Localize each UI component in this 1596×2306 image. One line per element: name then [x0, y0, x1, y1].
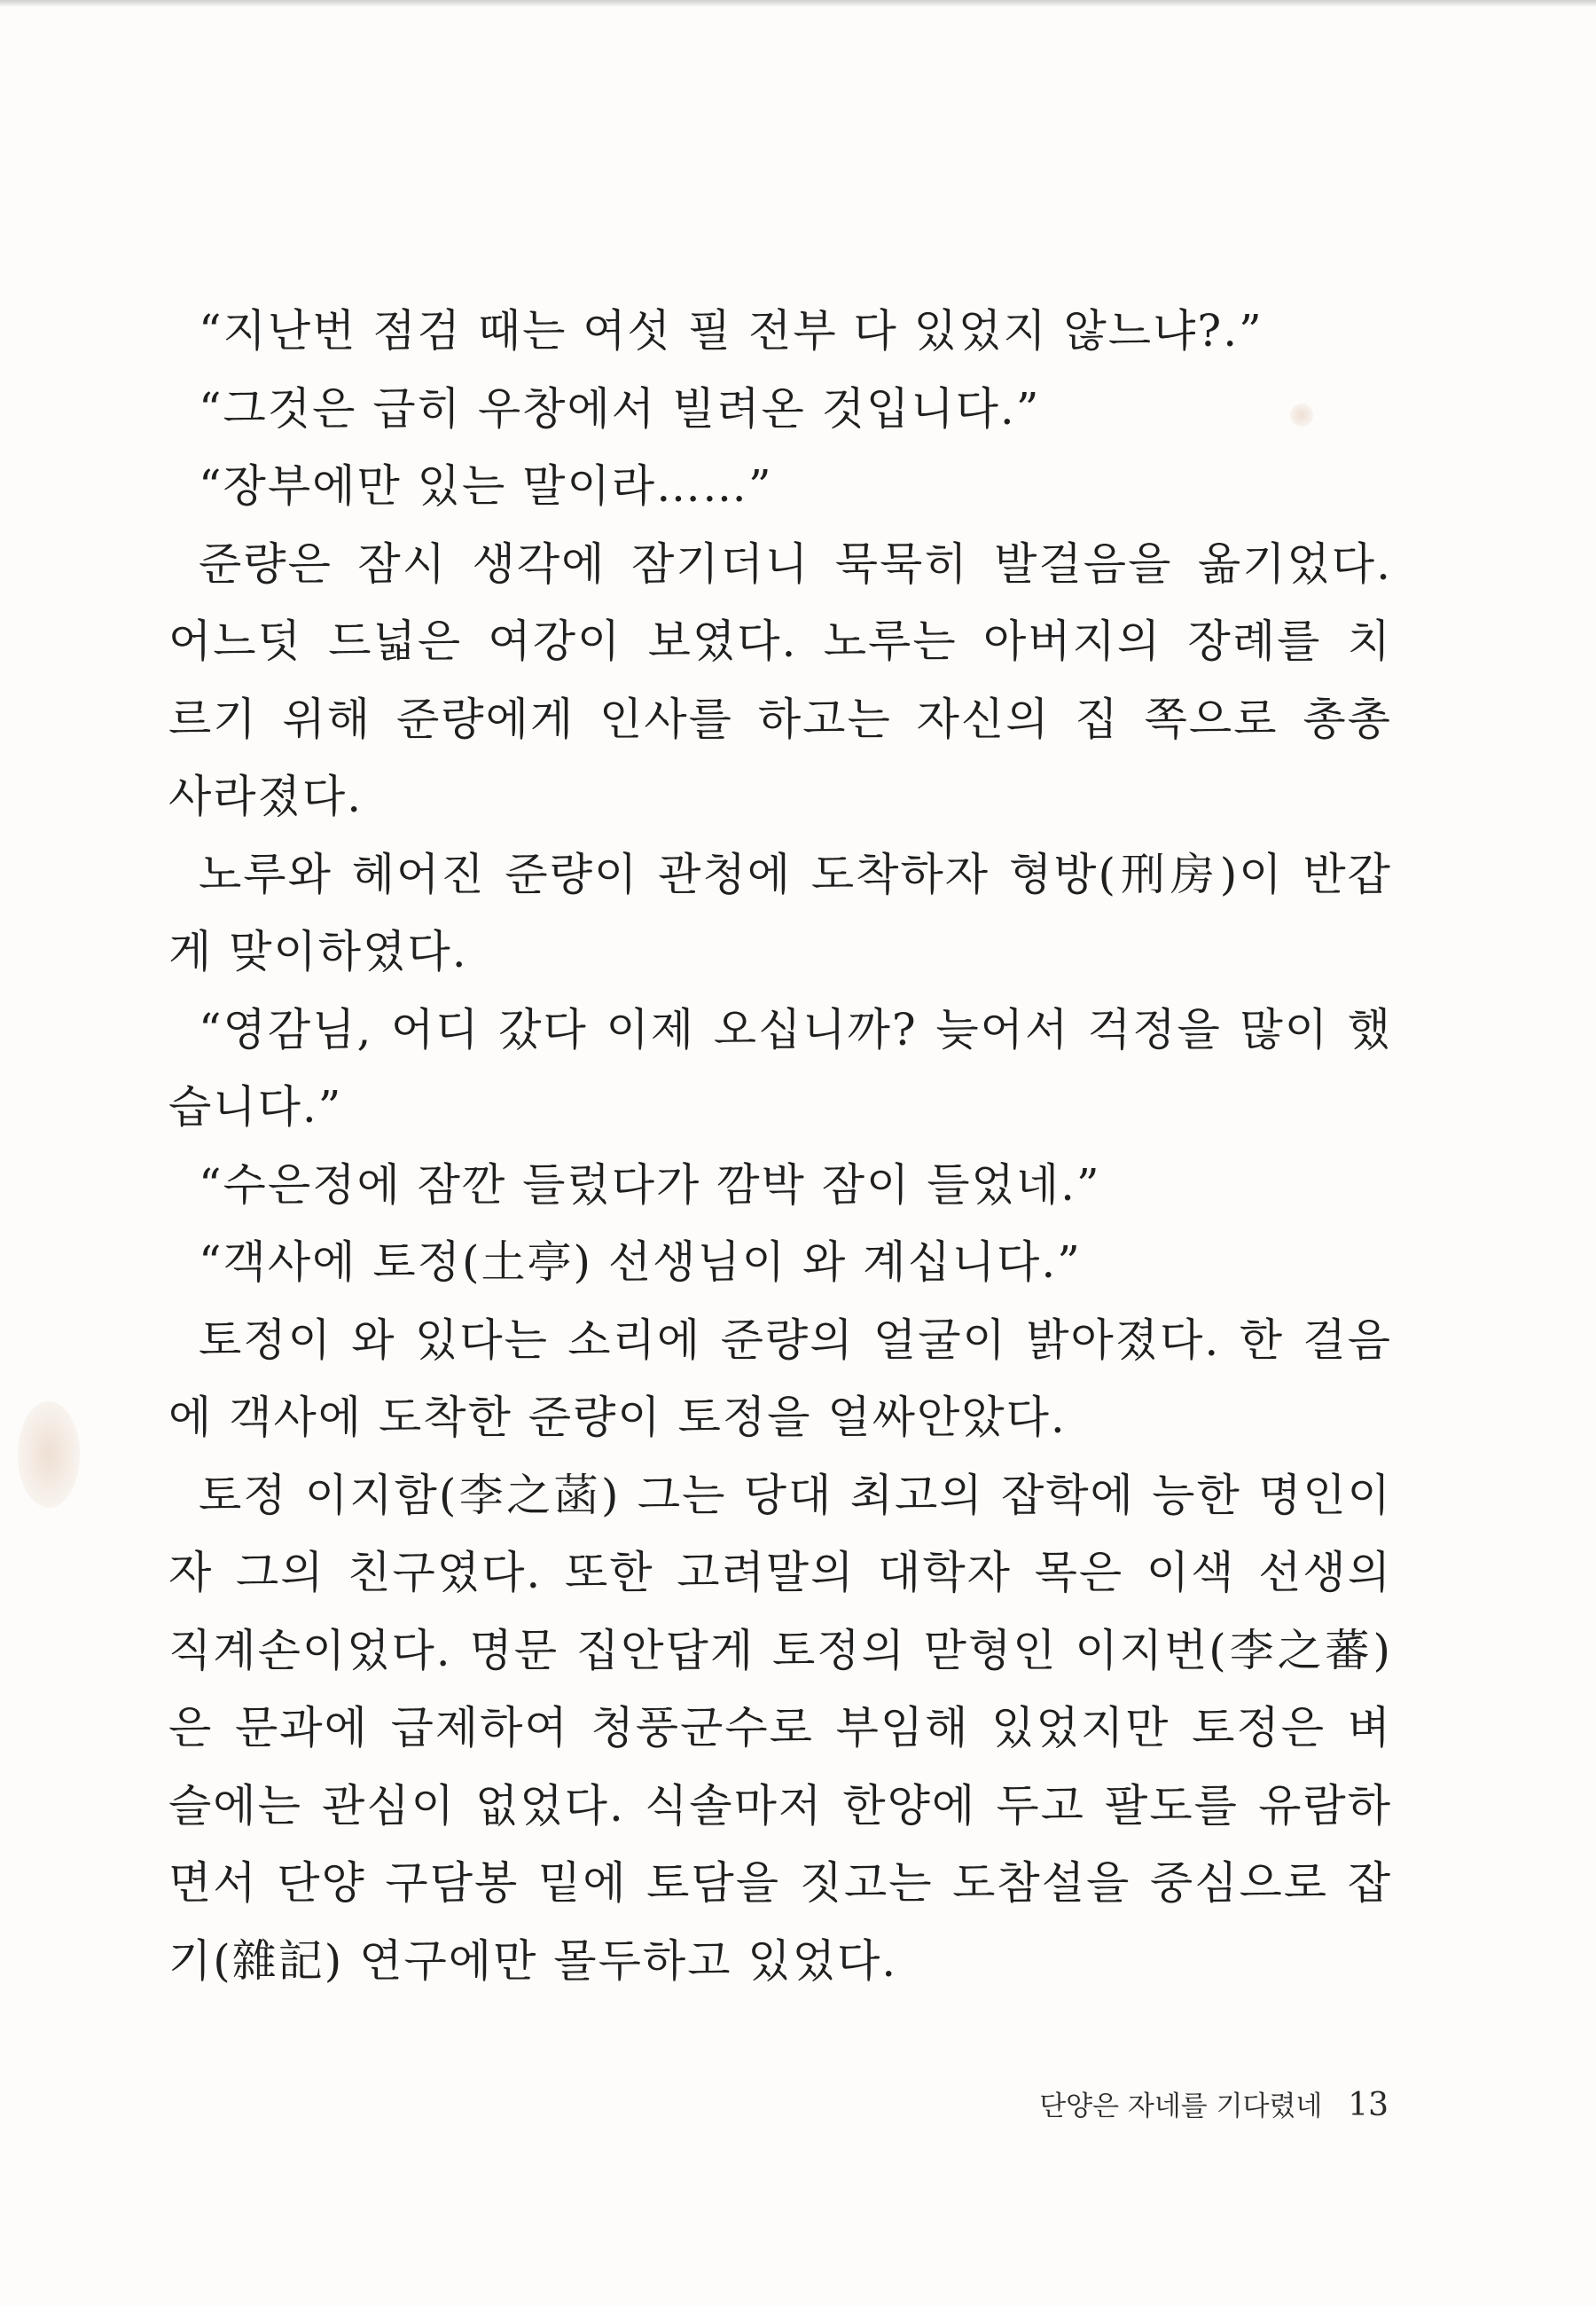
- paper-smudge: [18, 1401, 80, 1508]
- running-title: 단양은 자네를 기다렸네: [1039, 2090, 1323, 2122]
- scan-edge: [0, 0, 1596, 7]
- text-line: 기(雜記) 연구에만 몰두하고 있었다.: [168, 1934, 898, 1987]
- text-line: “장부에만 있는 말이라……”: [199, 460, 773, 512]
- text-line: “수은정에 잠깐 들렀다가 깜박 잠이 들었네.”: [199, 1158, 1101, 1211]
- text-line: 면서 단양 구담봉 밑에 토담을 짓고는 도참설을 중심으로 잡: [168, 1857, 1392, 1909]
- text-line: 사라졌다.: [168, 771, 364, 822]
- text-line: 에 객사에 도착한 준량이 토정을 얼싸안았다.: [168, 1392, 1067, 1443]
- page-number: 13: [1348, 2087, 1389, 2123]
- text-line: 어느덧 드넓은 여강이 보였다. 노루는 아버지의 장례를 치: [168, 616, 1392, 667]
- page-footer: [1039, 2086, 1389, 2126]
- body-text: [168, 293, 1392, 2000]
- text-line: 게 맞이하였다.: [168, 926, 468, 977]
- text-line: 토정 이지함(李之菡) 그는 당대 최고의 잡학에 능한 명인이: [199, 1469, 1392, 1521]
- text-line: 직계손이었다. 명문 집안답게 토정의 맏형인 이지번(李之蕃): [168, 1624, 1392, 1676]
- text-line: 르기 위해 준량에게 인사를 하고는 자신의 집 쪽으로 총총: [168, 693, 1392, 745]
- text-line: 습니다.”: [168, 1081, 343, 1133]
- text-line: “객사에 토정(土亭) 선생님이 와 계십니다.”: [199, 1236, 1082, 1288]
- text-line: 슬에는 관심이 없었다. 식솔마저 한양에 두고 팔도를 유람하: [168, 1779, 1392, 1831]
- text-line: 토정이 와 있다는 소리에 준량의 얼굴이 밝아졌다. 한 걸음: [199, 1314, 1392, 1366]
- text-line: “영감님, 어디 갔다 이제 오십니까? 늦어서 걱정을 많이 했: [199, 1003, 1392, 1055]
- text-line: 은 문과에 급제하여 청풍군수로 부임해 있었지만 토정은 벼: [168, 1702, 1392, 1753]
- text-line: “지난번 점검 때는 여섯 필 전부 다 있었지 않느냐?.”: [199, 305, 1264, 357]
- text-line: 자 그의 친구였다. 또한 고려말의 대학자 목은 이색 선생의: [168, 1547, 1392, 1598]
- text-line: “그것은 급히 우창에서 빌려온 것입니다.”: [199, 382, 1041, 435]
- text-line: 노루와 헤어진 준량이 관청에 도착하자 형방(刑房)이 반갑: [199, 848, 1392, 900]
- text-line: 준량은 잠시 생각에 잠기더니 묵묵히 발걸음을 옮기었다.: [199, 537, 1392, 590]
